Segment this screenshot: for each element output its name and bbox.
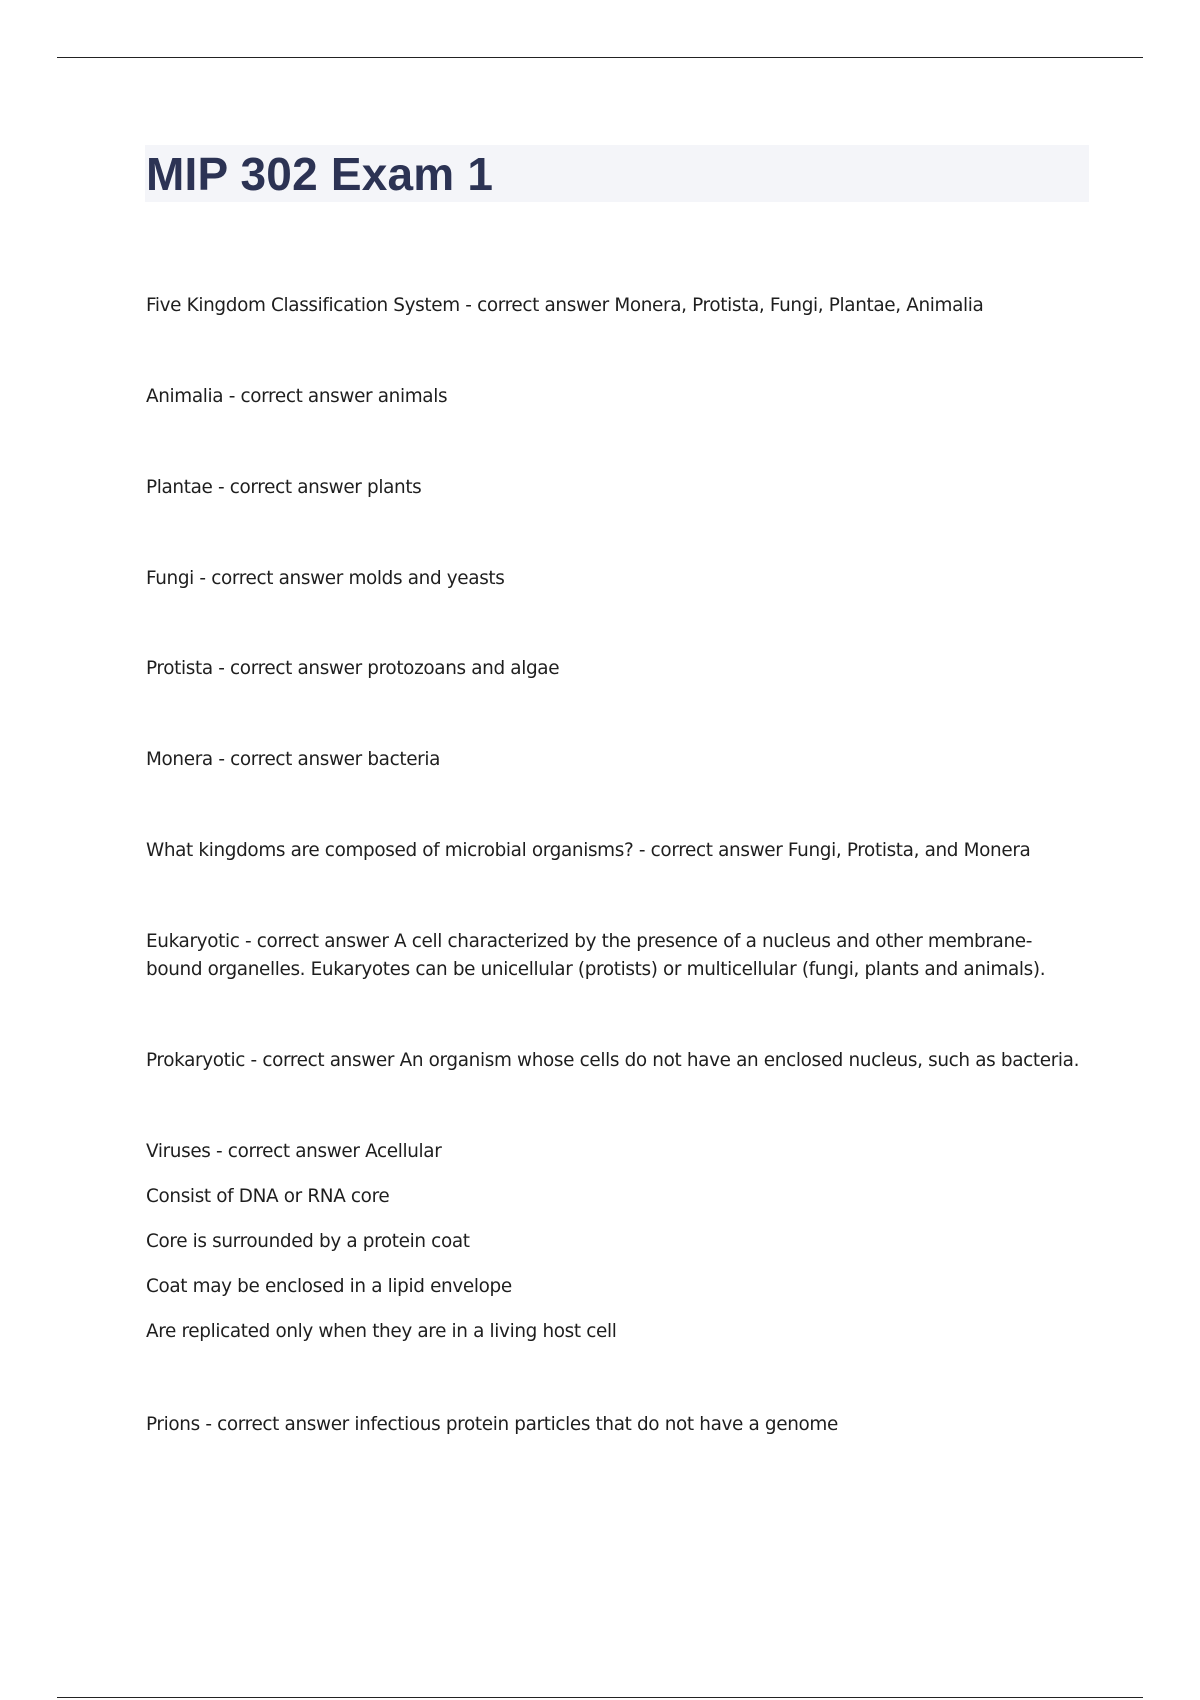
qa-entry-five-kingdom (146, 292, 1096, 320)
qa-line: Monera - correct answer bacteria (146, 749, 441, 770)
qa-line: Five Kingdom Classification System - correct answer Monera, Protista, Fungi, Plantae, Animalia (146, 295, 984, 316)
qa-entry-microbial-kingdoms (146, 837, 1096, 865)
qa-line: Eukaryotic - correct answer A cell characterized by the presence of a nucleus and other membrane- (146, 931, 1033, 952)
qa-entry-prions (146, 1411, 1096, 1439)
footer-rule (57, 1697, 1143, 1698)
qa-entry-viruses (146, 1138, 1096, 1346)
qa-entry-plantae (146, 474, 1096, 502)
qa-line: Core is surrounded by a protein coat (146, 1231, 470, 1252)
qa-line: Coat may be enclosed in a lipid envelope (146, 1276, 512, 1297)
qa-entry-eukaryotic (146, 928, 1096, 984)
qa-line: Are replicated only when they are in a living host cell (146, 1321, 617, 1342)
qa-entry-animalia (146, 383, 1096, 411)
qa-entry-fungi (146, 565, 1096, 593)
qa-line: Protista - correct answer protozoans and algae (146, 658, 560, 679)
qa-entry-protista (146, 655, 1096, 683)
qa-entry-monera (146, 746, 1096, 774)
qa-line: Consist of DNA or RNA core (146, 1186, 390, 1207)
qa-line: Viruses - correct answer Acellular (146, 1141, 442, 1162)
qa-line: Plantae - correct answer plants (146, 477, 422, 498)
document-title: MIP 302 Exam 1 (146, 148, 494, 200)
qa-line: Animalia - correct answer animals (146, 386, 448, 407)
qa-entry-prokaryotic (146, 1047, 1096, 1075)
qa-line: Prions - correct answer infectious protein particles that do not have a genome (146, 1414, 838, 1435)
qa-line: What kingdoms are composed of microbial organisms? - correct answer Fungi, Protista, and Monera (146, 840, 1031, 861)
qa-line: Prokaryotic - correct answer An organism whose cells do not have an enclosed nucleus, such as bacteria. (146, 1050, 1080, 1071)
qa-line: bound organelles. Eukaryotes can be unicellular (protists) or multicellular (fungi, plants and animals). (146, 959, 1046, 980)
qa-line: Fungi - correct answer molds and yeasts (146, 568, 505, 589)
header-rule (57, 57, 1143, 58)
